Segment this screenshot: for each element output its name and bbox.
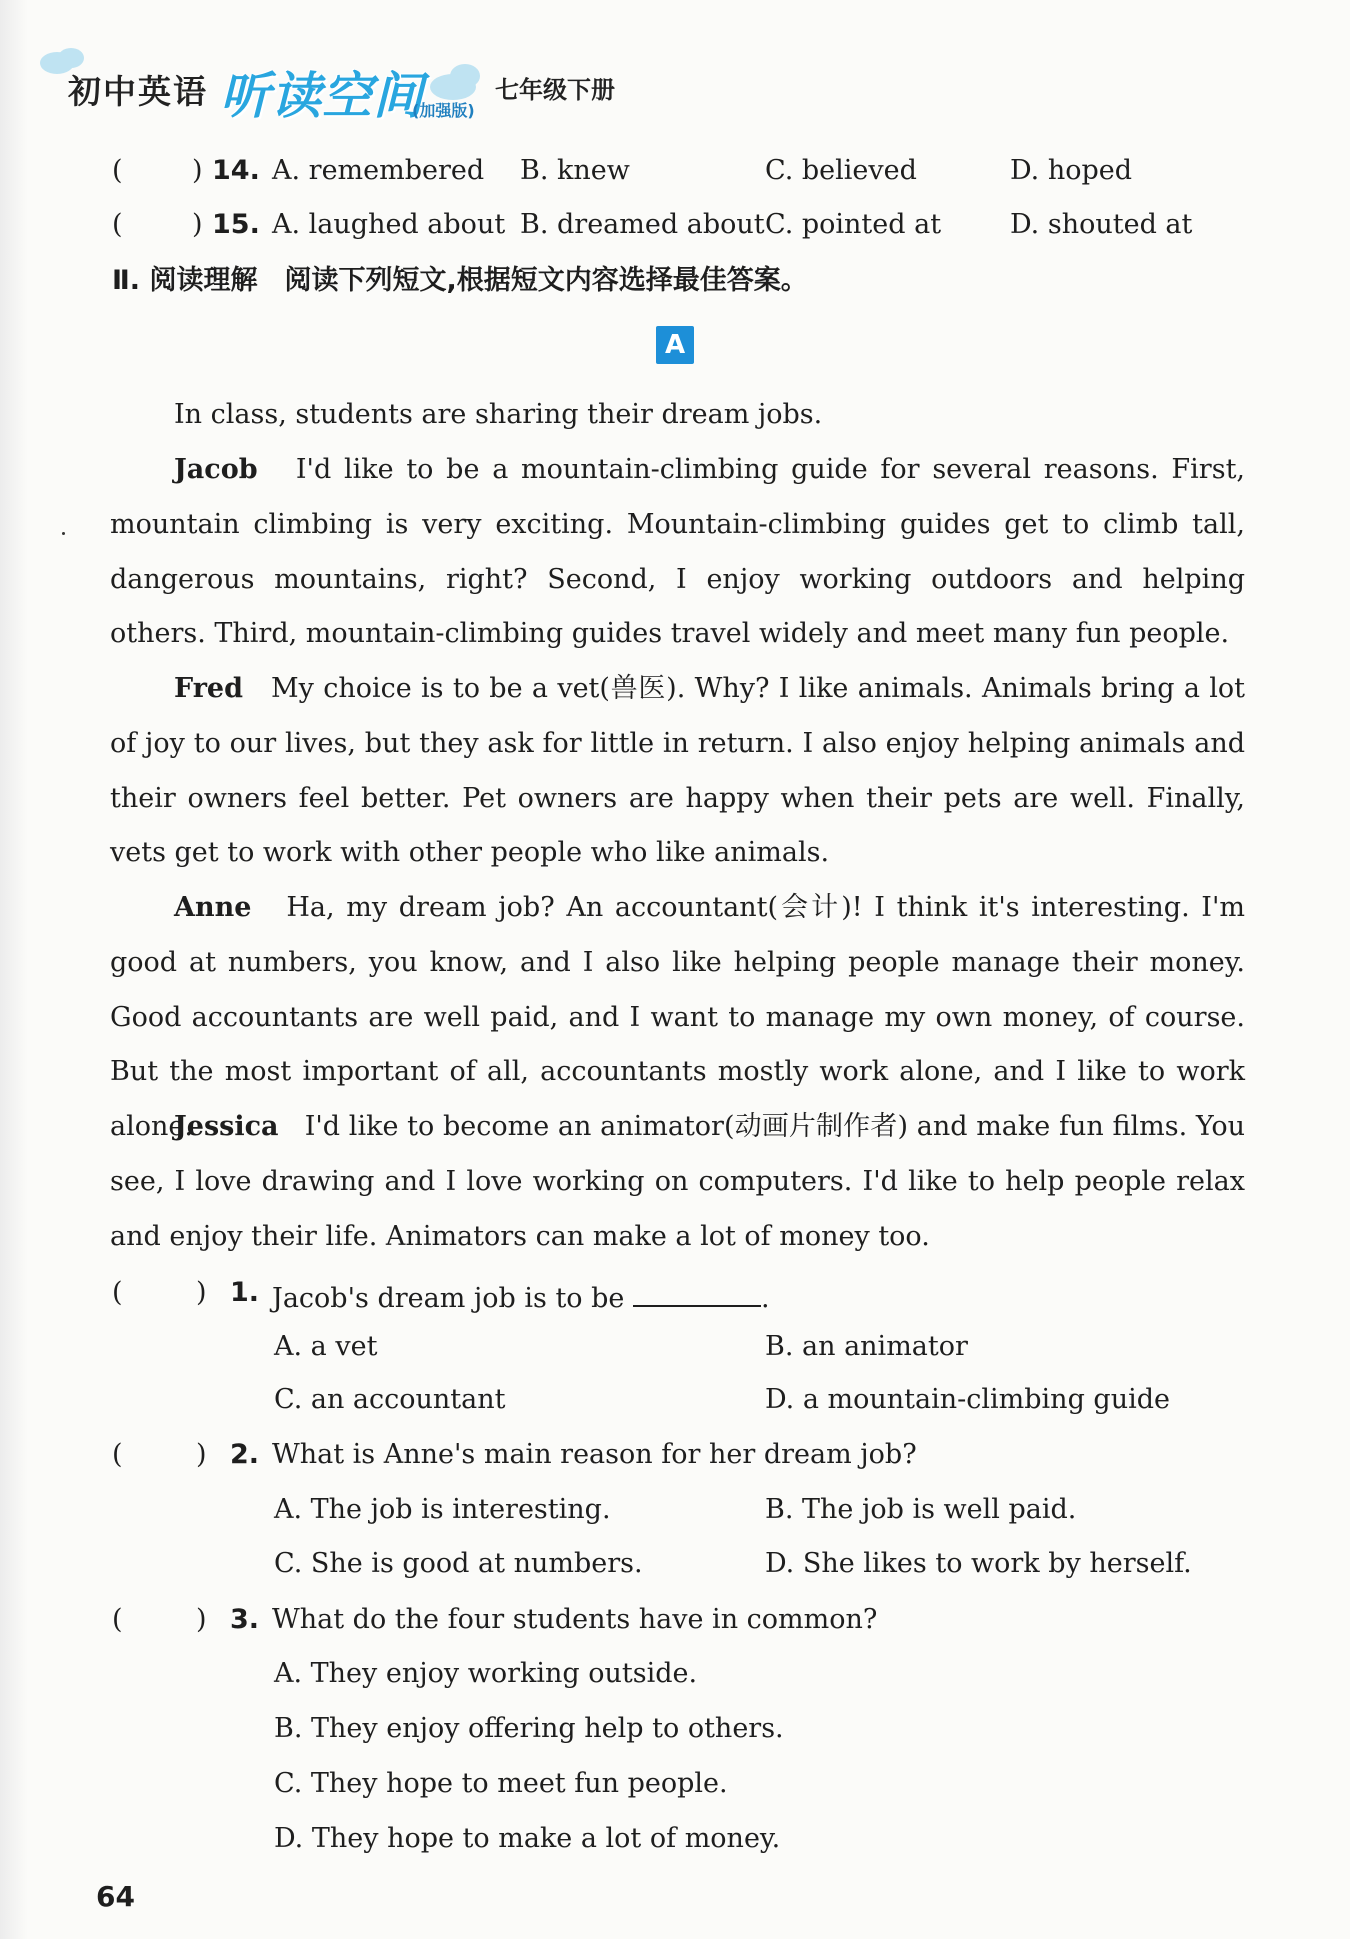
question-text: Jacob's dream job is to be	[272, 1283, 625, 1314]
option-d: D. hoped	[1010, 155, 1133, 186]
paragraph-text: My choice is to be a vet(兽医). Why? I like animals. Animals bring a lot of joy to our lives, but they ask for little in return. I also enjoy helping animals and their owners feel better. Pet owners are happy when their pets are well. Finally, vets get to work with other people who like animals.	[110, 673, 1246, 869]
item-number: 15.	[212, 209, 260, 240]
passage-intro: In class, students are sharing their dream jobs.	[174, 399, 823, 430]
grade-label: 七年级下册	[495, 76, 615, 104]
option-d: D. They hope to make a lot of money.	[274, 1823, 781, 1854]
question-end-punct: .	[761, 1283, 770, 1314]
paragraph-text: Ha, my dream job? An accountant(会计)! I think it's interesting. I'm good at numbers, you know, and I also like helping people manage their money. Good accountants are well paid, and I want to manage my own money, of course. But the most important of all, accountants mostly work alone, and I like to work alone.	[110, 892, 1245, 1143]
cloud-decoration	[450, 64, 480, 88]
page-number: 64	[96, 1880, 135, 1913]
page-shadow	[0, 0, 28, 1939]
speaker-name: Anne	[174, 892, 252, 923]
answer-bracket-open[interactable]: (	[112, 209, 123, 240]
series-title: 初中英语	[68, 72, 208, 111]
option-a: A. The job is interesting.	[274, 1494, 611, 1525]
option-d: D. a mountain-climbing guide	[765, 1384, 1170, 1415]
answer-bracket-close: )	[192, 155, 203, 186]
answer-bracket-close: )	[192, 209, 203, 240]
speaker-name: Jacob	[174, 454, 258, 485]
passage-paragraph-jacob	[110, 443, 1245, 662]
answer-bracket-open[interactable]: (	[112, 1604, 123, 1635]
answer-bracket-open[interactable]: (	[112, 1277, 123, 1308]
question-text: What do the four students have in common?	[272, 1604, 878, 1635]
item-number: 14.	[212, 155, 260, 186]
option-b: B. knew	[520, 155, 630, 186]
section-heading: Ⅱ. 阅读理解 阅读下列短文,根据短文内容选择最佳答案。	[112, 265, 808, 296]
stray-mark	[62, 532, 65, 535]
answer-blank[interactable]	[633, 1279, 761, 1307]
option-b: B. an animator	[765, 1331, 968, 1362]
answer-bracket-close: )	[196, 1439, 207, 1470]
speaker-name: Jessica	[174, 1111, 279, 1142]
question-number: 1.	[230, 1277, 260, 1308]
brand-logo-text: 听读空间	[220, 67, 424, 125]
answer-bracket-open[interactable]: (	[112, 1439, 123, 1470]
option-c: C. They hope to meet fun people.	[274, 1768, 728, 1799]
question-number: 3.	[230, 1604, 260, 1635]
option-b: B. dreamed about	[520, 209, 765, 240]
question-number: 2.	[230, 1439, 260, 1470]
passage-paragraph-fred	[110, 662, 1245, 881]
answer-bracket-close: )	[196, 1604, 207, 1635]
page-header	[40, 48, 660, 128]
question-stem	[272, 1279, 770, 1312]
passage-paragraph-jessica	[110, 1100, 1245, 1264]
speaker-name: Fred	[174, 673, 243, 704]
option-c: C. She is good at numbers.	[274, 1548, 643, 1579]
paragraph-text: I'd like to become an animator(动画片制作者) and make fun films. You see, I love drawing and I love working on computers. I'd like to help people relax and enjoy their life. Animators can make a lot of money too.	[110, 1111, 1245, 1252]
option-b: B. They enjoy offering help to others.	[274, 1713, 784, 1744]
option-a: A. They enjoy working outside.	[274, 1658, 698, 1689]
paragraph-text: I'd like to be a mountain-climbing guide for several reasons. First, mountain climbing is very exciting. Mountain-climbing guides get to climb tall, dangerous mountains, right? Second, I enjoy working outdoors and helping others. Third, mountain-climbing guides travel widely and meet many fun people.	[110, 454, 1245, 650]
option-a: A. a vet	[274, 1331, 378, 1362]
edition-label: (加强版)	[412, 101, 475, 120]
option-a: A. remembered	[272, 155, 485, 186]
option-c: C. pointed at	[765, 209, 942, 240]
passage-label-badge: A	[656, 326, 694, 364]
option-d: D. shouted at	[1010, 209, 1193, 240]
cloud-decoration	[58, 48, 84, 68]
answer-bracket-open[interactable]: (	[112, 155, 123, 186]
option-b: B. The job is well paid.	[765, 1494, 1077, 1525]
option-d: D. She likes to work by herself.	[765, 1548, 1192, 1579]
option-a: A. laughed about	[272, 209, 506, 240]
option-c: C. believed	[765, 155, 917, 186]
answer-bracket-close: )	[196, 1277, 207, 1308]
question-text: What is Anne's main reason for her dream job?	[272, 1439, 917, 1470]
option-c: C. an accountant	[274, 1384, 506, 1415]
